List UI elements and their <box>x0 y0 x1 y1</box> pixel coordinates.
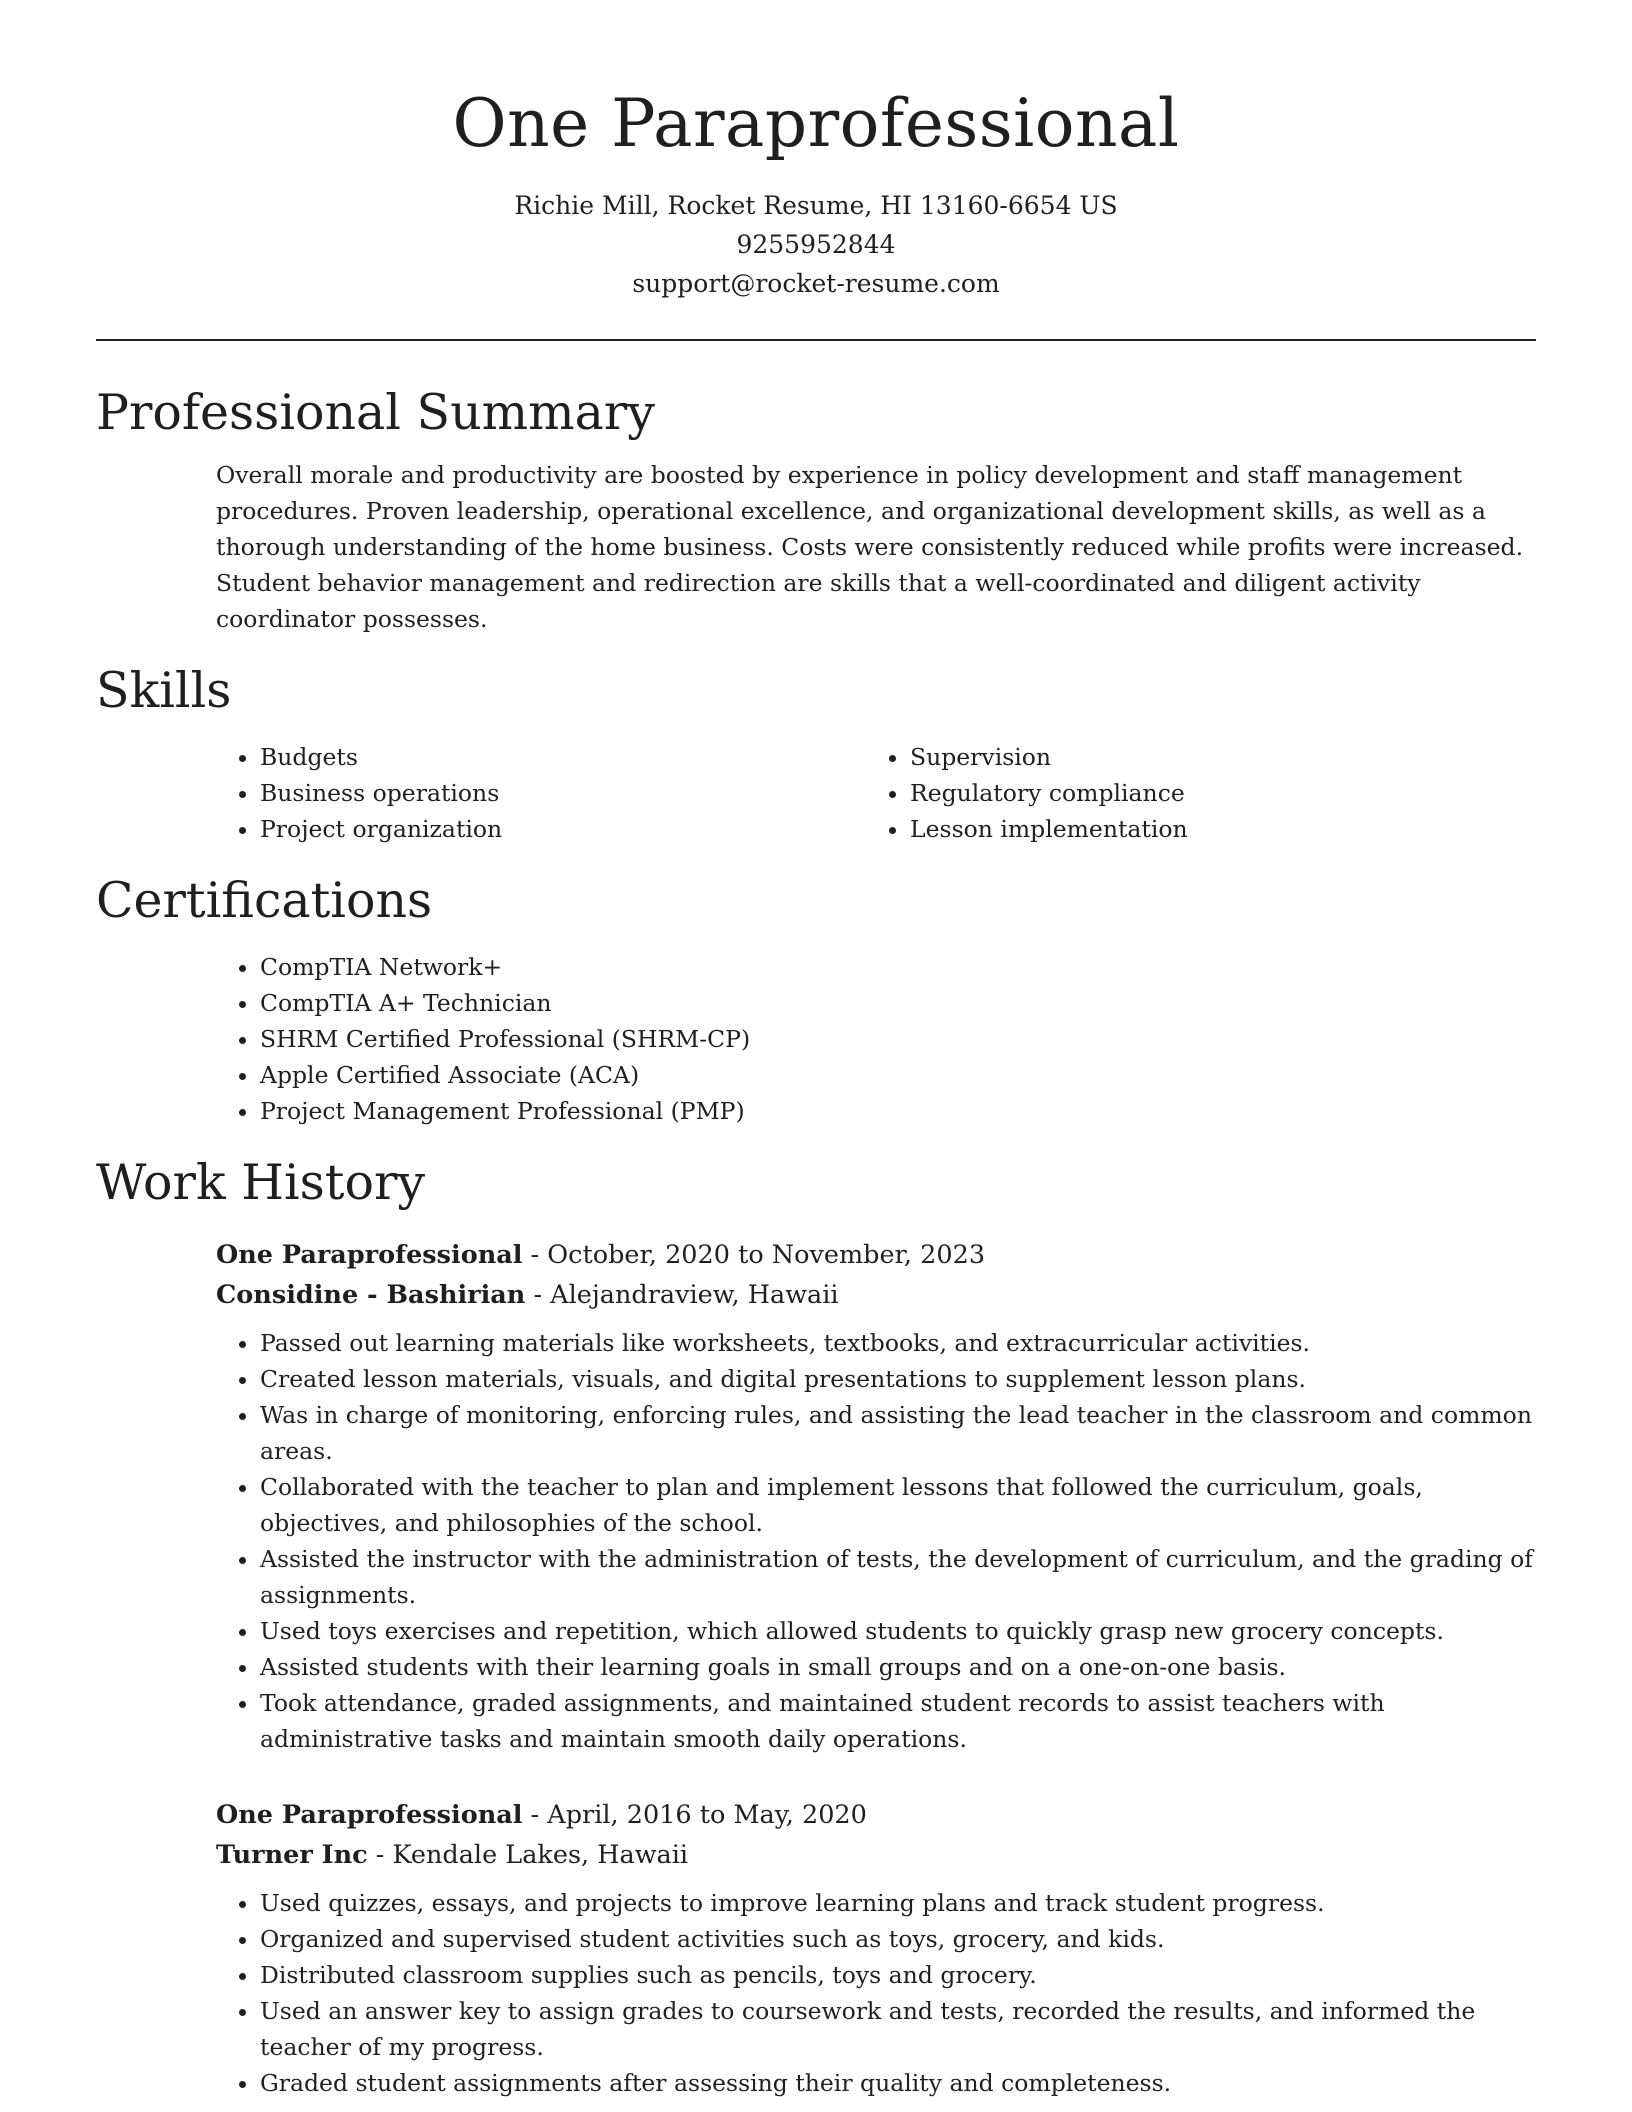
certification-item: • Apple Certified Associate (ACA) <box>260 1057 1536 1093</box>
job-company-line <box>216 1835 1536 1875</box>
job-company-line <box>216 1275 1536 1315</box>
job-bullet: • Assisted students with their learning goals in small groups and on a one-on-one basis. <box>260 1649 1536 1685</box>
job-bullet: • Graded student assignments after assessing their quality and completeness. <box>260 2065 1536 2101</box>
summary-section <box>96 381 1536 637</box>
certification-item: • CompTIA Network+ <box>260 949 1536 985</box>
job-bullet: • Used toys exercises and repetition, which allowed students to quickly grasp new grocery concepts. <box>260 1613 1536 1649</box>
resume-header <box>96 80 1536 303</box>
job-location: - Kendale Lakes, Hawaii <box>367 1840 689 1870</box>
job-bullet: • Collaborated with the teacher to plan and implement lessons that followed the curriculum, goals, objectives, and philosophies of the school. <box>260 1469 1536 1541</box>
job-title: One Paraprofessional <box>216 1240 523 1270</box>
contact-email: support@rocket-resume.com <box>632 269 1000 298</box>
job-bullet: • Took attendance, graded assignments, and maintained student records to assist teachers with administrative tasks and maintain smooth daily operations. <box>260 1685 1536 1757</box>
skill-item: • Budgets <box>260 739 866 775</box>
skills-heading: Skills <box>96 662 232 719</box>
certifications-list <box>96 949 1536 1129</box>
job-bullets <box>216 1885 1536 2101</box>
job-location: - Alejandraview, Hawaii <box>525 1280 839 1310</box>
job-bullet: • Organized and supervised student activities such as toys, grocery, and kids. <box>260 1921 1536 1957</box>
job-title-line <box>216 1235 1536 1275</box>
skills-column-left <box>216 739 866 847</box>
skills-section <box>96 659 1536 847</box>
work-history-heading: Work History <box>96 1154 426 1211</box>
job-dates: - April, 2016 to May, 2020 <box>522 1800 867 1830</box>
certification-item: • Project Management Professional (PMP) <box>260 1093 1536 1129</box>
summary-heading: Professional Summary <box>96 384 655 441</box>
candidate-name: One Paraprofessional <box>452 85 1180 162</box>
job-bullet: • Was in charge of monitoring, enforcing rules, and assisting the lead teacher in the classroom and common areas. <box>260 1397 1536 1469</box>
skills-grid <box>96 739 1536 847</box>
job-bullet: • Used an answer key to assign grades to coursework and tests, recorded the results, and informed the teacher of my progress. <box>260 1993 1536 2065</box>
certifications-heading: Certifications <box>96 872 433 929</box>
work-history-section <box>96 1151 1536 2101</box>
job-dates: - October, 2020 to November, 2023 <box>522 1240 986 1270</box>
job-title-line <box>216 1795 1536 1835</box>
contact-address: Richie Mill, Rocket Resume, HI 13160-6654 US <box>514 191 1118 220</box>
summary-text: Overall morale and productivity are boosted by experience in policy development and staff management procedures. Proven leadership, operational excellence, and organizational development skills, as well as a thorough understanding of the home business. Costs were consistently reduced while profits were increased. Student behavior management and redirection are skills that a well-coordinated and diligent activity coordinator possesses. <box>216 461 1524 633</box>
job-entry <box>96 1795 1536 2101</box>
job-bullet: • Assisted the instructor with the administration of tests, the development of curriculum, and the grading of assignments. <box>260 1541 1536 1613</box>
header-divider <box>96 339 1536 341</box>
skill-item: • Regulatory compliance <box>910 775 1516 811</box>
job-bullet: • Distributed classroom supplies such as pencils, toys and grocery. <box>260 1957 1536 1993</box>
contact-phone: 9255952844 <box>736 230 896 259</box>
certification-item: • SHRM Certified Professional (SHRM-CP) <box>260 1021 1536 1057</box>
skills-column-right <box>866 739 1516 847</box>
contact-info <box>96 186 1536 303</box>
certification-item: • CompTIA A+ Technician <box>260 985 1536 1021</box>
job-bullet: • Used quizzes, essays, and projects to improve learning plans and track student progress. <box>260 1885 1536 1921</box>
job-bullet: • Passed out learning materials like worksheets, textbooks, and extracurricular activities. <box>260 1325 1536 1361</box>
job-company: Turner Inc <box>216 1840 368 1870</box>
certifications-section <box>96 869 1536 1129</box>
job-bullet: • Created lesson materials, visuals, and digital presentations to supplement lesson plans. <box>260 1361 1536 1397</box>
skill-item: • Supervision <box>910 739 1516 775</box>
skill-item: • Project organization <box>260 811 866 847</box>
skill-item: • Business operations <box>260 775 866 811</box>
job-entry <box>96 1235 1536 1757</box>
job-bullets <box>216 1325 1536 1757</box>
skill-item: • Lesson implementation <box>910 811 1516 847</box>
job-company: Considine - Bashirian <box>216 1280 526 1310</box>
job-title: One Paraprofessional <box>216 1800 523 1830</box>
